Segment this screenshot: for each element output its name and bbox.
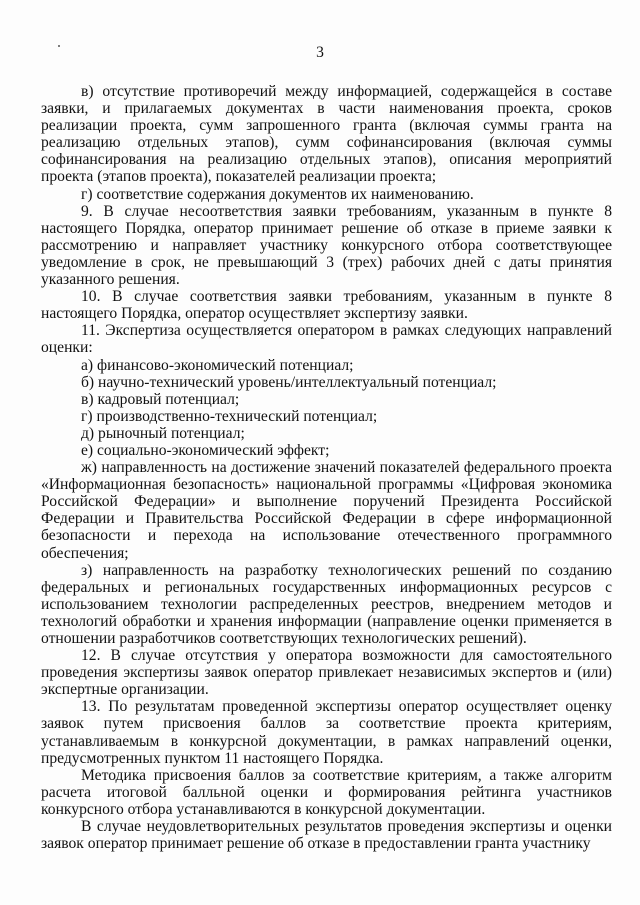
paragraph-g-content-match: г) соответствие содержания документов их наименованию. [81,185,474,203]
paragraph-v-no-contradictions: в) отсутствие противоречий между информацией, содержащейся в составе заявки, и прилагаемых документах в части наименования проекта, сроков реализации проекта, сумм запрошенного гранта (включая суммы гранта на реализацию отдельных этапов), сумм софинансирования (включая суммы софинансирования на реализацию отдельных этапов), описания мероприятий проекта (этапов проекта), показателей реализации проекта; [41,83,612,186]
paragraph-13: 13. По результатам проведенной экспертизы оператор осуществляет оценку заявок путем присвоения баллов за соответствие проекта критериям, устанавливаемым в конкурсной документации, в рамках направлений оценки, предусмотренных пунктом 11 настоящего Порядка. [41,698,612,767]
list-item-z: з) направленность на разработку технологических решений по созданию федеральных и региональных государственных информационных ресурсов с использованием технологии распределенных реестров, внедрением методов и технологий обработки и хранения информации (направление оценки применяется в отношении разработчиков соответствующих технологических решений). [41,561,612,647]
list-item-zh: ж) направленность на достижение значений показателей федерального проекта «Информационная безопасность» национальной программы «Цифровая экономика Российской Федерации» и выполнение поручений Президента Российской Федерации и Правительства Российской Федерации в сфере информационной безопасности и перехода на использование отечественного программного обеспечения; [41,459,612,562]
list-item-a: а) финансово-экономический потенциал; [81,356,354,374]
document-body [41,83,612,852]
paragraph-10: 10. В случае соответствия заявки требованиям, указанным в пункте 8 настоящего Порядка, оператор осуществляет экспертизу заявки. [41,288,612,323]
paragraph-12: 12. В случае отсутствия у оператора возможности для самостоятельного проведения экспертизы заявок оператор привлекает независимых экспертов и (или) экспертные организации. [41,647,612,699]
list-item-e: е) социально-экономический эффект; [81,441,330,459]
list-item-b: б) научно-технический уровень/интеллектуальный потенциал; [81,373,497,391]
paragraph-methodology: Методика присвоения баллов за соответствие критериям, а также алгоритм расчета итоговой балльной оценки и формирования рейтинга участников конкурсного отбора устанавливаются в конкурсной документации. [41,766,612,818]
list-item-v: в) кадровый потенциал; [81,390,240,408]
paragraph-9: 9. В случае несоответствия заявки требованиям, указанным в пункте 8 настоящего Порядка, оператор принимает решение об отказе в приеме заявки к рассмотрению и направляет участнику конкурсного отбора соответствующее уведомление в срок, не превышающий 3 (трех) рабочих дней с даты принятия указанного решения. [41,202,612,289]
page-number: 3 [316,44,324,61]
paragraph-11: 11. Экспертиза осуществляется оператором в рамках следующих направлений оценки: [41,322,612,357]
list-item-d: д) рыночный потенциал; [81,424,245,442]
list-item-g: г) производственно-технический потенциал; [81,407,378,425]
paragraph-unsatisfactory-results: В случае неудовлетворительных результатов проведения экспертизы и оценки заявок оператор принимает решение об отказе в предоставлении гранта участнику [41,818,612,853]
